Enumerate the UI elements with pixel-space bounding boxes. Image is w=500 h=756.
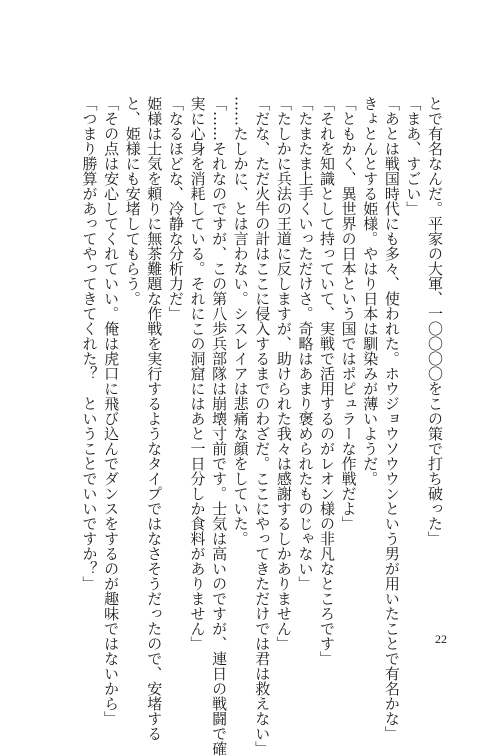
- text-line: とで有名なんだ。平家の大軍、一〇〇〇〇をこの策で打ち破った」: [426, 96, 444, 546]
- text-line: 「それを知識として持っていて、実戦で活用するのがレオン様の非凡なところです」: [318, 96, 337, 666]
- text-line: 「だな、ただ火牛の計はここに侵入するまでのわざだ。ここにやってきただけでは君は救えない」: [253, 96, 272, 756]
- text-line: 実に心身を消耗している。それにこの洞窟にはあと一日分しか食料がありません」: [188, 96, 207, 651]
- text-line: 「つまり勝算があってやってきてくれた？ ということでいいですか？」: [80, 96, 99, 591]
- text-line: きょとんとする姫様。やはり日本は馴染みが薄いようだ。: [361, 96, 380, 486]
- text-line: 「なるほどな、冷静な分析力だ」: [166, 96, 185, 321]
- page-number: 22: [435, 632, 447, 646]
- text-line: 姫様は士気を頼りに無茶難題な作戦を実行するようなタイプではなさそうだったので、安堵する: [145, 96, 164, 741]
- text-line: 「たしかに兵法の王道に反しますが、助けられた我々は感謝するしかありません」: [274, 96, 293, 651]
- text-line: ……たしかに、とは言わない。シスレイアは悲痛な顔をしていた。: [231, 96, 250, 546]
- text-line: 「ともかく、異世界の日本という国ではポピュラーな作戦だよ」: [339, 96, 358, 531]
- text-line: 「まあ、すごい」: [404, 96, 423, 216]
- text-line: 「……それなのですが、この第八歩兵部隊は崩壊寸前です。士気は高いのですが、連日の戦闘で確: [210, 96, 229, 756]
- text-line: と、姫様にも安堵してもらう。: [123, 96, 142, 306]
- text-line: 「たまたま上手くいっただけさ。奇略はあまり褒められたものじゃない」: [296, 96, 315, 591]
- text-line: 「あとは戦国時代にも多々、使われた。ホウジョウソウウンという男が用いたことで有名かな」: [382, 96, 401, 741]
- text-line: 「その点は安心してくれていい。俺は虎口に飛び込んでダンスをするのが趣味ではないから」: [102, 96, 121, 726]
